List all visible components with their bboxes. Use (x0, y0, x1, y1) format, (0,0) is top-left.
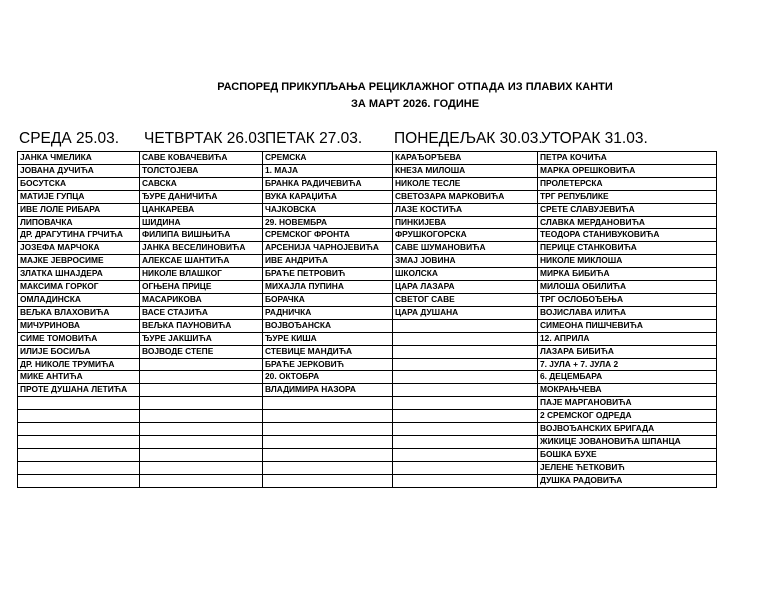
street-cell: ТЕОДОРА СТАНИВУКОВИЋА (538, 229, 717, 242)
street-cell: ВОЈВОДЕ СТЕПЕ (140, 345, 263, 358)
street-cell: ИВЕ ЛОЛЕ РИБАРА (18, 203, 140, 216)
street-cell: 20. ОКТОБРА (263, 371, 393, 384)
street-cell: ЈОЗЕФА МАРЧОКА (18, 242, 140, 255)
street-cell: ВЕЉКА ПАУНОВИЋА (140, 319, 263, 332)
street-cell: ЈОВАНА ДУЧИЋА (18, 164, 140, 177)
street-cell: МАЈКЕ ЈЕВРОСИМЕ (18, 255, 140, 268)
street-cell (393, 410, 538, 423)
street-cell: ЗЛАТКА ШНАЈДЕРА (18, 268, 140, 281)
street-cell: ЈАНКА ЧМЕЛИКА (18, 152, 140, 165)
street-cell: БРАЋЕ ПЕТРОВИЋ (263, 268, 393, 281)
street-cell: МАСАРИКОВА (140, 293, 263, 306)
street-cell: 12. АПРИЛА (538, 332, 717, 345)
street-cell (140, 423, 263, 436)
street-cell: МИЧУРИНОВА (18, 319, 140, 332)
table-row (18, 319, 717, 332)
day-header-monday: ПОНЕДЕЉАК 30.03. (394, 130, 543, 147)
street-cell: СИМЕ ТОМОВИЋА (18, 332, 140, 345)
street-cell: МАКСИМА ГОРКОГ (18, 281, 140, 294)
street-cell (393, 332, 538, 345)
street-cell: АЛЕКСАЕ ШАНТИЋА (140, 255, 263, 268)
street-cell (18, 397, 140, 410)
street-cell: МИКЕ АНТИЋА (18, 371, 140, 384)
table-row (18, 268, 717, 281)
street-cell: ЦАРА ЛАЗАРА (393, 281, 538, 294)
street-cell: САВЕ ШУМАНОВИЋА (393, 242, 538, 255)
street-cell: БРАЋЕ ЈЕРКОВИЋ (263, 358, 393, 371)
street-cell: ДР. НИКОЛЕ ТРУМИЋА (18, 358, 140, 371)
street-cell: ПЕРИЦЕ СТАНКОВИЋА (538, 242, 717, 255)
street-cell: ЧАЈКОВСКА (263, 203, 393, 216)
street-cell (140, 461, 263, 474)
street-cell: ПРОТЕ ДУШАНА ЛЕТИЋА (18, 384, 140, 397)
street-cell (140, 448, 263, 461)
table-row (18, 371, 717, 384)
table-row (18, 423, 717, 436)
street-cell: МИХАЈЛА ПУПИНА (263, 281, 393, 294)
street-cell: КНЕЗА МИЛОША (393, 164, 538, 177)
street-cell: ОГЊЕНА ПРИЦЕ (140, 281, 263, 294)
street-cell: САВЕ КОВАЧЕВИЋА (140, 152, 263, 165)
street-cell: 29. НОВЕМБРА (263, 216, 393, 229)
street-cell: МИРКА БИБИЋА (538, 268, 717, 281)
table-row (18, 384, 717, 397)
street-cell (393, 397, 538, 410)
street-cell: ВОЈИСЛАВА ИЛИЋА (538, 306, 717, 319)
table-row (18, 397, 717, 410)
street-cell (263, 410, 393, 423)
table-row (18, 461, 717, 474)
street-cell: СВЕТОГ САВЕ (393, 293, 538, 306)
street-cell: СРЕТЕ СЛАВУЈЕВИЋА (538, 203, 717, 216)
street-cell (393, 358, 538, 371)
street-cell (140, 371, 263, 384)
street-cell: САВСКА (140, 177, 263, 190)
table-row (18, 410, 717, 423)
document-title: РАСПОРЕД ПРИКУПЉАЊА РЕЦИКЛАЖНОГ ОТПАДА ИЗ ПЛАВИХ КАНТИ (217, 81, 613, 93)
table-row (18, 332, 717, 345)
street-cell: ПРОЛЕТЕРСКА (538, 177, 717, 190)
street-cell: ДР. ДРАГУТИНА ГРЧИЋА (18, 229, 140, 242)
table-row (18, 281, 717, 294)
table-row (18, 152, 717, 165)
street-cell: СРЕМСКА (263, 152, 393, 165)
street-cell: МАТИЈЕ ГУПЦА (18, 190, 140, 203)
table-row (18, 306, 717, 319)
street-cell: ЗМАЈ ЈОВИНА (393, 255, 538, 268)
street-cell: КАРАЂОРЂЕВА (393, 152, 538, 165)
street-cell: ЂУРЕ КИША (263, 332, 393, 345)
street-cell: ЦАНКАРЕВА (140, 203, 263, 216)
street-cell: ЈАНКА ВЕСЕЛИНОВИЋА (140, 242, 263, 255)
street-cell (263, 397, 393, 410)
street-cell: ПЕТРА КОЧИЋА (538, 152, 717, 165)
table-row (18, 190, 717, 203)
street-cell: ЛАЗАРА БИБИЋА (538, 345, 717, 358)
street-cell: НИКОЛЕ ТЕСЛЕ (393, 177, 538, 190)
street-cell: ЛИПОВАЧКА (18, 216, 140, 229)
street-cell: ФРУШКОГОРСКА (393, 229, 538, 242)
street-cell: АРСЕНИЈА ЧАРНОЈЕВИЋА (263, 242, 393, 255)
street-cell (140, 435, 263, 448)
street-cell: ФИЛИПА ВИШЊИЋА (140, 229, 263, 242)
street-cell (263, 448, 393, 461)
table-row (18, 164, 717, 177)
street-cell: БРАНКА РАДИЧЕВИЋА (263, 177, 393, 190)
street-cell (393, 448, 538, 461)
street-cell: 6. ДЕЦЕМБАРА (538, 371, 717, 384)
street-cell: ВАСЕ СТАЈИЋА (140, 306, 263, 319)
street-cell: 1. МАЈА (263, 164, 393, 177)
street-cell: ВУКА КАРАЏИЋА (263, 190, 393, 203)
street-cell: СРЕМСКОГ ФРОНТА (263, 229, 393, 242)
table-row (18, 293, 717, 306)
street-cell (263, 423, 393, 436)
street-cell (140, 410, 263, 423)
table-row (18, 177, 717, 190)
street-cell: ВОЈВОЂАНСКИХ БРИГАДА (538, 423, 717, 436)
table-row (18, 345, 717, 358)
street-cell: РАДНИЧКА (263, 306, 393, 319)
street-cell: МОКРАЊЧЕВА (538, 384, 717, 397)
table-row (18, 448, 717, 461)
street-cell: ВЕЉКА ВЛАХОВИЋА (18, 306, 140, 319)
street-cell (140, 358, 263, 371)
street-cell: 7. ЈУЛА + 7. ЈУЛА 2 (538, 358, 717, 371)
street-cell: ТРГ ОСЛОБОЂЕЊА (538, 293, 717, 306)
table-row (18, 435, 717, 448)
street-cell: ТРГ РЕПУБЛИКЕ (538, 190, 717, 203)
street-cell: ИВЕ АНДРИЋА (263, 255, 393, 268)
street-cell: ЈЕЛЕНЕ ЋЕТКОВИЋ (538, 461, 717, 474)
day-header-thursday: ЧЕТВРТАК 26.03. (144, 130, 270, 147)
street-cell: МАРКА ОРЕШКОВИЋА (538, 164, 717, 177)
street-cell (263, 435, 393, 448)
table-row (18, 203, 717, 216)
street-cell: ШКОЛСКА (393, 268, 538, 281)
street-cell: ЂУРЕ ЈАКШИЋА (140, 332, 263, 345)
street-cell (393, 423, 538, 436)
street-cell (18, 423, 140, 436)
street-cell: ИЛИЈЕ БОСИЉА (18, 345, 140, 358)
street-cell: МИЛОША ОБИЛИЋА (538, 281, 717, 294)
street-cell (393, 371, 538, 384)
street-cell (18, 410, 140, 423)
street-cell: 2 СРЕМСКОГ ОДРЕДА (538, 410, 717, 423)
street-cell (263, 474, 393, 487)
street-cell (393, 384, 538, 397)
street-cell: ТОЛСТОЈЕВА (140, 164, 263, 177)
table-row (18, 229, 717, 242)
street-cell (18, 474, 140, 487)
street-cell: ВОЈВОЂАНСКА (263, 319, 393, 332)
day-header-friday: ПЕТАК 27.03. (265, 130, 363, 147)
street-cell: НИКОЛЕ ВЛАШКОГ (140, 268, 263, 281)
table-row (18, 216, 717, 229)
street-cell: ЦАРА ДУШАНА (393, 306, 538, 319)
street-cell (18, 448, 140, 461)
street-cell (393, 319, 538, 332)
street-cell: БОШКА БУХЕ (538, 448, 717, 461)
street-cell: БОСУТСКА (18, 177, 140, 190)
day-header-tuesday: УТОРАК 31.03. (541, 130, 648, 147)
street-cell (393, 345, 538, 358)
street-cell: СТЕВИЦЕ МАНДИЋА (263, 345, 393, 358)
street-cell: ОМЛАДИНСКА (18, 293, 140, 306)
table-row (18, 242, 717, 255)
street-cell: ЂУРЕ ДАНИЧИЋА (140, 190, 263, 203)
street-cell: СИМЕОНА ПИШЧЕВИЋА (538, 319, 717, 332)
table-row (18, 358, 717, 371)
street-cell (18, 435, 140, 448)
street-cell (393, 461, 538, 474)
street-cell: ВЛАДИМИРА НАЗОРА (263, 384, 393, 397)
street-cell (18, 461, 140, 474)
street-cell: БОРАЧКА (263, 293, 393, 306)
street-cell (393, 435, 538, 448)
street-cell (263, 461, 393, 474)
street-cell (140, 474, 263, 487)
schedule-table (17, 151, 717, 488)
street-cell (140, 384, 263, 397)
street-cell: СЛАВКА МЕРДАНОВИЋА (538, 216, 717, 229)
street-cell: ШИДИНА (140, 216, 263, 229)
street-cell: ЖИКИЦЕ ЈОВАНОВИЋА ШПАНЦА (538, 435, 717, 448)
street-cell: НИКОЛЕ МИКЛОША (538, 255, 717, 268)
document-subtitle: ЗА МАРТ 2026. ГОДИНЕ (350, 98, 480, 110)
day-header-wednesday: СРЕДА 25.03. (19, 130, 120, 147)
table-row (18, 474, 717, 487)
street-cell: ПАЈЕ МАРГАНОВИЋА (538, 397, 717, 410)
table-row (18, 255, 717, 268)
street-cell: СВЕТОЗАРА МАРКОВИЋА (393, 190, 538, 203)
street-cell (140, 397, 263, 410)
street-cell (393, 474, 538, 487)
street-cell: ДУШКА РАДОВИЋА (538, 474, 717, 487)
street-cell: ЛАЗЕ КОСТИЋА (393, 203, 538, 216)
street-cell: ПИНКИЈЕВА (393, 216, 538, 229)
